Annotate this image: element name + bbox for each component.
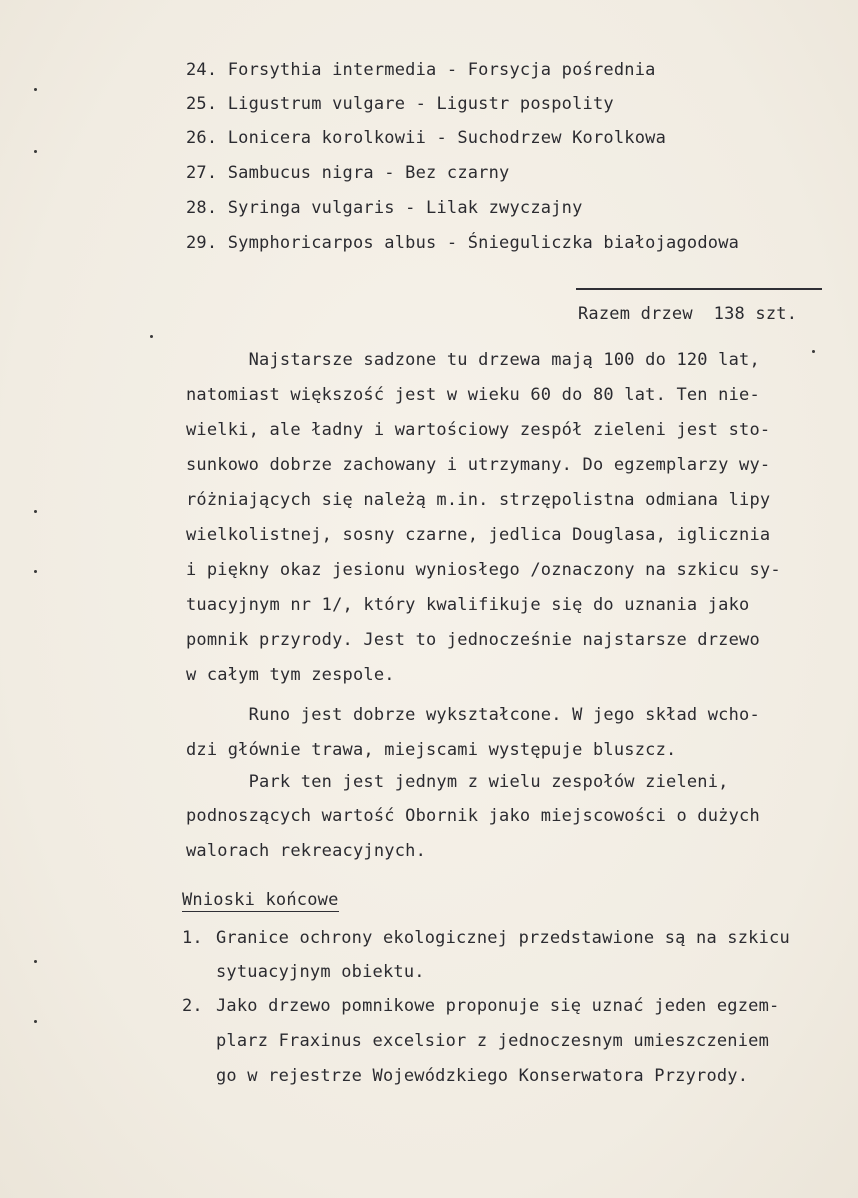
conclusion-line: sytuacyjnym obiektu. (216, 962, 425, 982)
paragraph-line: dzi głównie trawa, miejscami występuje bluszcz. (186, 740, 677, 760)
list-item-text: Forsythia intermedia - Forsycja pośrednia (227, 60, 656, 80)
paragraph-line: Runo jest dobrze wykształcone. W jego skład wcho- (186, 705, 760, 725)
conclusion-line: go w rejestrze Wojewódzkiego Konserwatora Przyrody. (216, 1066, 749, 1086)
paper-speck (812, 350, 815, 353)
list-item (186, 60, 656, 80)
list-item-number: 27. (186, 163, 218, 183)
list-item (186, 128, 666, 148)
paragraph-line: i piękny okaz jesionu wyniosłego /oznaczony na szkicu sy- (186, 560, 781, 580)
paper-speck (34, 570, 37, 573)
list-item (186, 198, 583, 218)
paper-speck (34, 1020, 37, 1023)
paper-speck (34, 510, 37, 513)
list-item (186, 163, 510, 183)
conclusions-heading (182, 890, 339, 910)
list-item-text: Sambucus nigra - Bez czarny (227, 163, 510, 183)
paragraph-line: Park ten jest jednym z wielu zespołów zieleni, (186, 772, 729, 792)
paragraph-line: wielkolistnej, sosny czarne, jedlica Douglasa, iglicznia (186, 525, 771, 545)
list-item-text: Lonicera korolkowii - Suchodrzew Korolkowa (227, 128, 667, 148)
conclusions-heading-text: Wnioski końcowe (182, 890, 339, 910)
list-item-text: Symphoricarpos albus - Śnieguliczka białojagodowa (227, 233, 740, 253)
paragraph-line: sunkowo dobrze zachowany i utrzymany. Do egzemplarzy wy- (186, 455, 771, 475)
total-divider-line (576, 288, 822, 290)
list-item-number: 26. (186, 128, 218, 148)
paragraph-line: w całym tym zespole. (186, 665, 395, 685)
paragraph-line: tuacyjnym nr 1/, który kwalifikuje się do uznania jako (186, 595, 750, 615)
conclusion-line: Jako drzewo pomnikowe proponuje się uznać jeden egzem- (216, 996, 780, 1016)
list-item (186, 233, 739, 253)
paragraph-line: wielki, ale ładny i wartościowy zespół zieleni jest sto- (186, 420, 771, 440)
conclusion-line: Granice ochrony ekologicznej przedstawione są na szkicu (216, 928, 790, 948)
list-item-number: 24. (186, 60, 218, 80)
list-item-number: 25. (186, 94, 218, 114)
paragraph-line: natomiast większość jest w wieku 60 do 80 lat. Ten nie- (186, 385, 760, 405)
paragraph-line: walorach rekreacyjnych. (186, 841, 427, 861)
list-item-text: Syringa vulgaris - Lilak zwyczajny (227, 198, 583, 218)
conclusion-number: 1. (182, 928, 203, 948)
paragraph-line: Najstarsze sadzone tu drzewa mają 100 do 120 lat, (186, 350, 760, 370)
list-item-number: 28. (186, 198, 218, 218)
conclusion-number: 2. (182, 996, 203, 1016)
total-count: Razem drzew 138 szt. (578, 304, 798, 324)
list-item-text: Ligustrum vulgare - Ligustr pospolity (227, 94, 614, 114)
paragraph-line: pomnik przyrody. Jest to jednocześnie najstarsze drzewo (186, 630, 760, 650)
paper-speck (34, 88, 37, 91)
paragraph-line: podnoszących wartość Obornik jako miejscowości o dużych (186, 806, 760, 826)
paper-speck (34, 150, 37, 153)
list-item-number: 29. (186, 233, 218, 253)
paragraph-line: różniających się należą m.in. strzępolistna odmiana lipy (186, 490, 771, 510)
paper-speck (34, 960, 37, 963)
paper-speck (150, 335, 153, 338)
conclusion-line: plarz Fraxinus excelsior z jednoczesnym umieszczeniem (216, 1031, 770, 1051)
list-item (186, 94, 614, 114)
